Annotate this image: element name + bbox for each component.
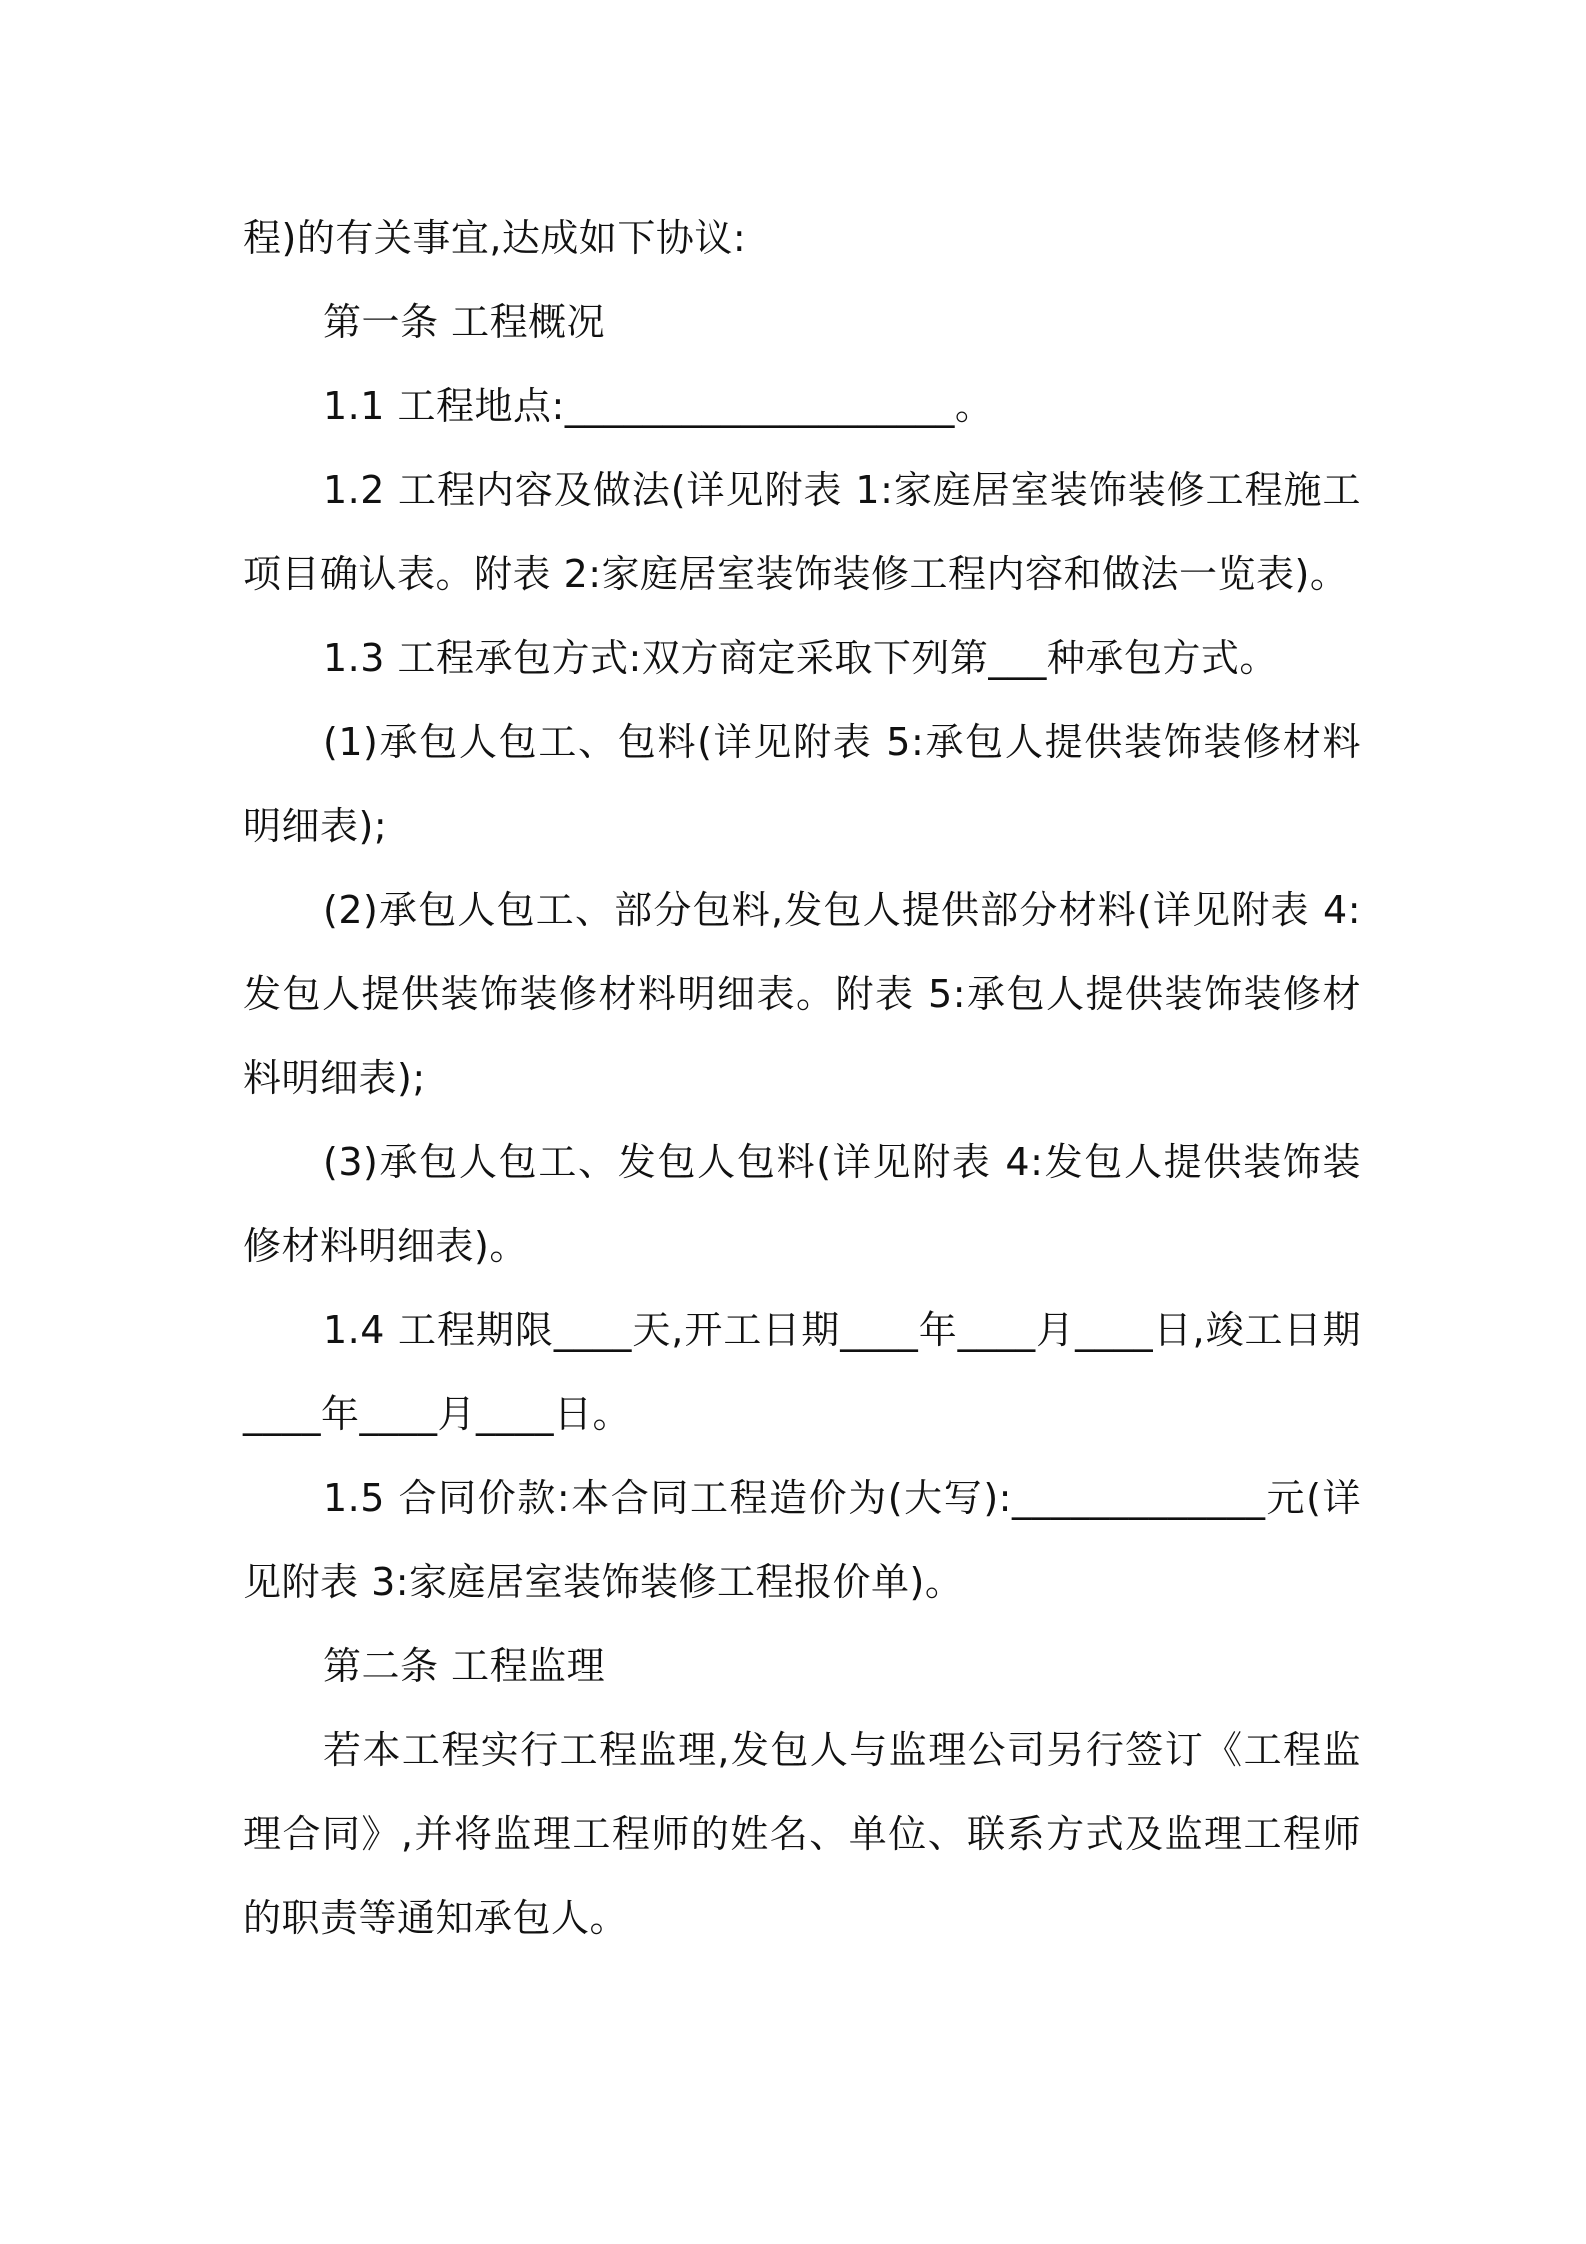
clause-1-5-price: 1.5 合同价款:本合同工程造价为(大写):_____________元(详见附表 3:家庭居室装饰装修工程报价单)。: [243, 1476, 1361, 1604]
paragraph-intro-continuation: 程)的有关事宜,达成如下协议:: [243, 216, 747, 260]
contract-body: [243, 196, 1361, 1960]
article-2-heading: 第二条 工程监理: [323, 1644, 606, 1688]
clause-1-3-contract-mode: 1.3 工程承包方式:双方商定采取下列第___种承包方式。: [323, 636, 1278, 680]
clause-1-3-option-2: (2)承包人包工、部分包料,发包人提供部分材料(详见附表 4:发包人提供装饰装修材料明细表。附表 5:承包人提供装饰装修材料明细表);: [243, 888, 1361, 1100]
article-2-body: 若本工程实行工程监理,发包人与监理公司另行签订《工程监理合同》,并将监理工程师的姓名、单位、联系方式及监理工程师的职责等通知承包人。: [243, 1728, 1361, 1940]
article-1-heading: 第一条 工程概况: [323, 300, 606, 344]
clause-1-1-location: 1.1 工程地点:____________________。: [323, 384, 994, 428]
clause-1-4-duration: 1.4 工程期限____天,开工日期____年____月____日,竣工日期____年____月____日。: [243, 1308, 1361, 1436]
clause-1-2-content: 1.2 工程内容及做法(详见附表 1:家庭居室装饰装修工程施工项目确认表。附表 2:家庭居室装饰装修工程内容和做法一览表)。: [243, 468, 1361, 596]
clause-1-3-option-1: (1)承包人包工、包料(详见附表 5:承包人提供装饰装修材料明细表);: [243, 720, 1361, 848]
clause-1-3-option-3: (3)承包人包工、发包人包料(详见附表 4:发包人提供装饰装修材料明细表)。: [243, 1140, 1361, 1268]
